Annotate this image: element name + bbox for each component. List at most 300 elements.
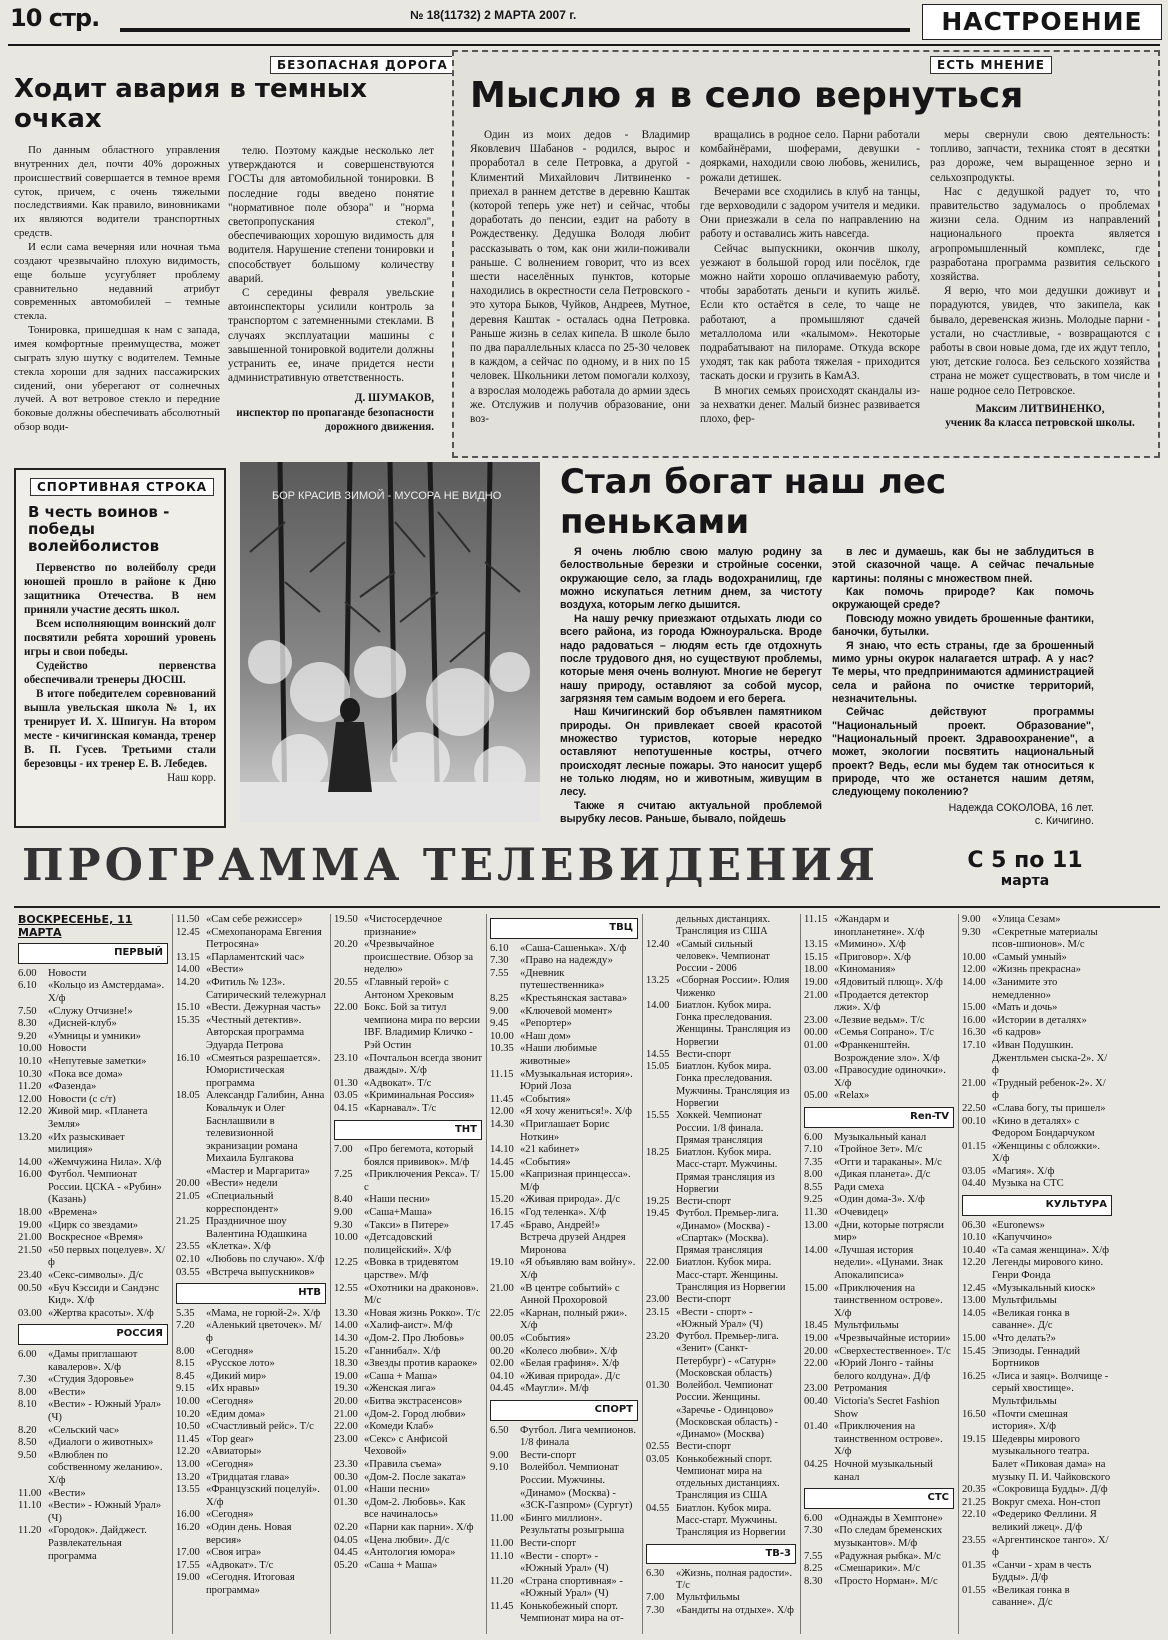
- tv-time: 01.00: [334, 1484, 358, 1496]
- tv-time: 20.00: [334, 1395, 358, 1407]
- tv-show: «Дисней-клуб»: [48, 1018, 117, 1030]
- tv-show: Новости (с с/т): [48, 1093, 116, 1105]
- tv-time: 6.00: [804, 1131, 823, 1143]
- tv-show: «Смеяться разрешается». Юмористическая программа: [206, 1052, 321, 1089]
- tv-time: 00.40: [804, 1395, 828, 1407]
- tv-time: 9.50: [18, 1449, 37, 1461]
- tv-listing: [176, 914, 326, 927]
- tv-time: 13.00: [804, 1219, 828, 1231]
- tv-listing: [962, 1409, 1112, 1434]
- tv-show: «Relax»: [834, 1090, 870, 1102]
- tv-show: «Год теленка». Х/ф: [520, 1207, 607, 1219]
- tv-show: «Приключения на таинственном острове». Х/ф: [834, 1421, 943, 1458]
- tv-show: «Парламентский час»: [206, 951, 305, 963]
- tv-time: 13.30: [334, 1307, 358, 1319]
- tv-listing: [962, 1585, 1112, 1610]
- tv-time: 11.45: [490, 1600, 514, 1612]
- article2-column-1: [470, 128, 690, 426]
- tv-listing: [334, 1320, 482, 1333]
- tv-time: 10.00: [490, 1030, 514, 1042]
- article2-paragraph: Сейчас выпускники, окончив школу, уезжают в большой город или посёлок, где можно найти хорошо оплачиваемую работу, чтобы заработать деньги и купить жильё. Если кто остаётся в селе, то чаще не работают, а промышляют сдачей металлолома или «калымом». Некоторые подрабатывают на пилораме. Откуда вскоре уходят, так как работа тяжелая - приходится таскать доски и грузить в КамАЗ.: [700, 242, 920, 383]
- tv-listing: [18, 980, 168, 1005]
- tv-time: 12.20: [962, 1257, 986, 1269]
- tv-time: 23.55: [176, 1241, 200, 1253]
- tv-time: 20.55: [334, 976, 358, 988]
- tv-listing: [804, 914, 954, 939]
- tv-time: 18.00: [804, 964, 828, 976]
- tv-listing: [962, 1346, 1112, 1371]
- tv-show: «Своя игра»: [206, 1547, 262, 1559]
- tv-show: «Пока все дома»: [48, 1068, 123, 1080]
- tv-show: «Приключения на таинственном острове». Х/ф: [834, 1282, 943, 1319]
- tv-show: «Бинго миллион». Результаты розыгрыша: [520, 1512, 625, 1537]
- tv-dates-range: С 5 по 11: [967, 848, 1083, 873]
- tv-show: Конькобежный спорт. Чемпионат мира на отдельных дистанциях. Трансляция из США: [676, 1453, 780, 1502]
- tv-show: «Битва экстрасенсов»: [364, 1395, 463, 1407]
- tv-listing: [804, 1245, 954, 1283]
- tv-time: 05.00: [804, 1090, 828, 1102]
- tv-time: 15.35: [176, 1014, 200, 1026]
- tv-listing: [18, 1043, 168, 1056]
- tv-show: «Сельский час»: [48, 1424, 120, 1436]
- tv-listing: [804, 1346, 954, 1359]
- tv-listing: [646, 1503, 796, 1540]
- tv-show: «Лучшая история недели». «Цунами. Знак Апокалипсиса»: [834, 1244, 943, 1282]
- tv-listing: [18, 1094, 168, 1107]
- tv-show: «Вовка в тридевятом царстве». М/ф: [364, 1257, 459, 1282]
- tv-listing: [646, 1196, 796, 1208]
- tv-listing: [490, 943, 638, 956]
- tv-time: 22.00: [804, 1358, 828, 1370]
- sport-box: [14, 468, 226, 828]
- tv-listing: [490, 1018, 638, 1031]
- tv-listing: [804, 1421, 954, 1459]
- tv-show: «Аленький цветочек». М/ф: [206, 1320, 322, 1344]
- tv-show: Вести-спорт: [676, 1048, 731, 1060]
- tv-time: 22.00: [334, 1421, 358, 1433]
- tv-listing: [334, 1396, 482, 1409]
- tv-time: 6.50: [490, 1424, 509, 1436]
- tv-listing: [962, 1166, 1112, 1179]
- tv-listing: [646, 914, 796, 939]
- sport-paragraph: Первенство по волейболу среди юношей прошло в районе к Дню защитника Отечества. В нем приняли участие десять школ.: [24, 562, 216, 616]
- tv-listing: [804, 1194, 954, 1207]
- sport-paragraph: Судейство первенства обеспечивали тренеры ДЮСШ.: [24, 660, 216, 686]
- tv-time: 22.50: [962, 1102, 986, 1114]
- tv-time: 06.30: [962, 1219, 986, 1231]
- tv-show: Праздничное шоу Валентина Юдашкина: [206, 1216, 307, 1240]
- tv-time: 19.00: [334, 1370, 358, 1382]
- tv-time: 04.10: [490, 1370, 514, 1382]
- tv-listing: [962, 1535, 1112, 1560]
- tv-listing: [804, 1396, 954, 1421]
- tv-time: 7.00: [646, 1592, 665, 1604]
- tv-listing: [646, 1000, 796, 1049]
- tv-listing: [490, 1043, 638, 1068]
- tv-listing: [176, 1308, 326, 1321]
- tv-show: «Звезды против караоке»: [364, 1358, 478, 1370]
- column-rule: [642, 914, 643, 1634]
- tv-listing: [18, 1374, 168, 1387]
- tv-listing: [490, 1194, 638, 1207]
- article3-paragraph: На нашу речку приезжают отдыхать люди со всего района, из города Южноуральска. Вроде надо радоваться – людям есть где отдохнуть после трудового дня, но существуют проблемы, которые меня очень волнуют. Многие не берегут нашу природу, оставляют за собой мусор, загрязняя тем самым водоем и его берега.: [560, 612, 822, 705]
- tv-show: «Улица Сезам»: [992, 914, 1061, 925]
- tv-listing: [176, 1396, 326, 1409]
- tv-listing: [646, 975, 796, 1000]
- tv-show: Воскресное «Время»: [48, 1232, 144, 1244]
- tv-listing: [962, 1232, 1112, 1245]
- article1-author: Д. ШУМАКОВ,: [354, 392, 434, 405]
- tv-show: «Жандарм и инопланетяне». Х/ф: [834, 914, 925, 938]
- tv-show: Биатлон. Кубок мира. Гонка преследования. Мужчины. Трансляция из Норвегии: [676, 1061, 790, 1109]
- tv-listing: [962, 1040, 1112, 1078]
- tv-listing: [176, 1472, 326, 1485]
- tv-listing: [18, 1106, 168, 1131]
- tv-listing: [18, 1220, 168, 1233]
- tv-time: 01.40: [804, 1421, 828, 1433]
- tv-show: «Бандиты на отдыхе». Х/ф: [676, 1604, 794, 1616]
- tv-listing: [18, 1450, 168, 1488]
- tv-time: 12.40: [646, 938, 670, 950]
- tv-listing: [176, 964, 326, 977]
- tv-time: 21.25: [962, 1496, 986, 1508]
- tv-time: 13.00: [176, 1458, 200, 1470]
- channel-tnt: ТНТ: [334, 1120, 482, 1141]
- tv-show: «Цирк со звездами»: [48, 1219, 139, 1231]
- tv-show: Вести-спорт: [676, 1294, 731, 1306]
- tv-listing: [646, 1061, 796, 1110]
- column-rule: [486, 914, 487, 1634]
- tv-time: 10.00: [334, 1232, 358, 1244]
- tv-listing: [804, 1320, 954, 1333]
- tv-listing: [18, 1069, 168, 1082]
- tv-show: Мультфильмы: [834, 1320, 899, 1332]
- tv-time: 9.00: [334, 1207, 353, 1219]
- tv-listing: [646, 1454, 796, 1503]
- tv-listing: [176, 1178, 326, 1191]
- tv-show: «События»: [520, 1093, 571, 1105]
- tv-listing: [804, 964, 954, 977]
- sport-signature: Наш корр.: [167, 772, 216, 784]
- tv-listing: [962, 1308, 1112, 1333]
- tv-column-3: [334, 914, 482, 1572]
- tv-show: «Сегодня»: [206, 1509, 254, 1521]
- tv-show: «Франкенштейн. Возрождение зло». Х/ф: [834, 1039, 940, 1064]
- tv-show: Ретромания: [834, 1383, 888, 1395]
- tv-listing: [646, 1147, 796, 1196]
- tv-time: 11.15: [804, 914, 828, 925]
- tv-show: Victoria's Secret Fashion Show: [834, 1395, 940, 1420]
- winter-forest-image: [240, 462, 540, 822]
- tv-time: 23.20: [646, 1331, 670, 1343]
- tv-time: 12.45: [962, 1282, 986, 1294]
- tv-show: «Киномания»: [834, 964, 896, 976]
- tv-time: 8.00: [176, 1345, 195, 1357]
- tv-time: 23.00: [804, 1014, 828, 1026]
- tv-show: «Что делать?»: [992, 1333, 1056, 1344]
- tv-listing: [334, 1409, 482, 1422]
- article1-column-2: [228, 144, 434, 434]
- tv-listing: [646, 1110, 796, 1147]
- tv-listing: [804, 939, 954, 952]
- tv-time: 16.00: [18, 1169, 42, 1181]
- tv-show: «Наши песни»: [364, 1194, 431, 1206]
- tv-time: 19.00: [804, 1333, 828, 1344]
- tv-show: «Федерико Феллини. Я великий лжец». Д/ф: [992, 1509, 1097, 1533]
- tv-show: «Русское лото»: [206, 1358, 275, 1370]
- tv-listing: [176, 1015, 326, 1053]
- tv-time: 9.45: [490, 1018, 509, 1030]
- tv-show: «Юрий Лонго - тайны белого колдуна». Д/ф: [834, 1358, 934, 1382]
- tv-time: 12.55: [334, 1282, 358, 1294]
- tv-show: «Сборная России». Юлия Чиженко: [676, 975, 790, 999]
- tv-show: Вокруг смеха. Нон-стоп: [992, 1496, 1101, 1508]
- tv-time: 7.55: [804, 1550, 823, 1562]
- tv-time: 14.55: [646, 1048, 670, 1060]
- tv-time: 10.00: [176, 1395, 200, 1407]
- tv-listing: [646, 1380, 796, 1441]
- tv-listing: [334, 1358, 482, 1371]
- tv-listing: [334, 1371, 482, 1384]
- tv-time: 11.00: [18, 1487, 42, 1499]
- tv-listing: [804, 990, 954, 1015]
- tv-listing: [490, 1283, 638, 1308]
- tv-listing: [334, 1194, 482, 1207]
- tv-show: «Тридцатая глава»: [206, 1471, 290, 1483]
- tv-time: 8.50: [18, 1437, 37, 1449]
- tv-show: «Ключевой момент»: [520, 1005, 613, 1017]
- tv-listing: [18, 1500, 168, 1525]
- tv-show: «Секс-символы». Д/с: [48, 1270, 144, 1282]
- tv-time: 15.20: [334, 1345, 358, 1357]
- tv-listing: [176, 1241, 326, 1254]
- tv-listing: [334, 1232, 482, 1257]
- tv-listing: [804, 1383, 954, 1396]
- tv-time: 03.00: [18, 1307, 42, 1319]
- tv-listing: [962, 1103, 1112, 1116]
- tv-time: 19.10: [490, 1257, 514, 1269]
- tv-listing: [18, 1488, 168, 1501]
- tv-time: 8.30: [18, 1018, 37, 1030]
- tv-show: «Сегодня»: [206, 1458, 254, 1470]
- tv-show: «Такси» в Питере»: [364, 1219, 450, 1231]
- tv-listing: [334, 1472, 482, 1485]
- tv-time: 19.45: [646, 1208, 670, 1220]
- tv-time: 8.20: [18, 1424, 37, 1436]
- tv-time: 15.55: [646, 1110, 670, 1122]
- tv-listing: [962, 927, 1112, 952]
- tv-listing: [334, 1002, 482, 1052]
- tv-time: 8.30: [804, 1575, 823, 1587]
- tv-listing: [334, 1560, 482, 1573]
- tv-time: 7.55: [490, 967, 509, 979]
- tv-listing: [334, 1346, 482, 1359]
- tv-time: 02.55: [646, 1441, 670, 1453]
- tv-listing: [962, 964, 1112, 977]
- tv-listing: [490, 1069, 638, 1094]
- tv-show: «Огги и тараканы». М/с: [834, 1156, 942, 1168]
- article3-title: Стал богат наш лес пеньками: [560, 462, 947, 542]
- tv-program-title: ПРОГРАММА ТЕЛЕВИДЕНИЯ: [22, 840, 879, 891]
- tv-show: «Саша+Маша»: [364, 1207, 433, 1219]
- article1-author-role: инспектор по пропаганде безопасности дорожного движения.: [236, 406, 434, 433]
- article1-paragraph: С середины февраля увельские автоинспекторы усилили контроль за транспортом с затемненными стеклами. В случаях эксплуатации машины с завышенной тонировкой водители должны устранить ее, иначе придется нести административную ответственность.: [228, 287, 434, 385]
- tv-show: «Наш дом»: [520, 1030, 571, 1042]
- tv-show: «Саша-Сашенька». Х/ф: [520, 942, 627, 954]
- tv-listing: [962, 1283, 1112, 1296]
- tv-time: 19.30: [334, 1383, 358, 1395]
- tv-listing: [490, 1157, 638, 1170]
- tv-time: 14.45: [490, 1156, 514, 1168]
- tv-show: «Чрезвычайные истории»: [834, 1333, 951, 1344]
- tv-show: Вести-спорт: [676, 1196, 731, 1208]
- tv-time: 10.10: [962, 1232, 986, 1244]
- tv-show: Живой мир. «Планета Земля»: [48, 1106, 148, 1130]
- article3-paragraph: Как помочь природе? Как помочь окружающей среде?: [832, 586, 1094, 612]
- tv-show: «Вести. Дежурная часть»: [206, 1002, 321, 1014]
- tv-time: 16.50: [962, 1408, 986, 1420]
- tv-time: 11.00: [490, 1537, 514, 1549]
- tv-listing: [804, 1040, 954, 1065]
- tv-listing: [646, 1307, 796, 1332]
- sport-paragraph: Всем исполняющим воинский долг посвятили ребята хороший уровень игры и свои победы.: [24, 618, 216, 658]
- tv-time: 16.30: [962, 1027, 986, 1039]
- tv-time: 14.00: [804, 1244, 828, 1256]
- tv-time: 9.10: [490, 1462, 509, 1474]
- tv-time: 01.30: [646, 1380, 670, 1392]
- tv-time: 13.15: [804, 939, 828, 951]
- tv-show: «Детсадовский полицейский». Х/ф: [364, 1232, 452, 1256]
- tv-show: «Французский поцелуй». Х/ф: [206, 1484, 320, 1508]
- tv-time: 16.00: [962, 1014, 986, 1026]
- tv-show: «Та самая женщина». Х/ф: [992, 1244, 1110, 1256]
- tv-time: 23.40: [18, 1270, 42, 1282]
- tv-listing: [490, 1450, 638, 1463]
- tv-time: 21.25: [176, 1216, 200, 1228]
- tv-show: «Я объявляю вам войну». Х/ф: [520, 1257, 636, 1282]
- tv-show: «Репортер»: [520, 1018, 572, 1030]
- tv-listing: [804, 1015, 954, 1028]
- tv-listing: [804, 1182, 954, 1195]
- tv-show: «Живая природа». Д/с: [520, 1194, 621, 1206]
- tv-time: 22.00: [334, 1002, 358, 1014]
- tv-show: Футбол. Лига чемпионов. 1/8 финала: [520, 1424, 636, 1449]
- tv-time: 11.50: [176, 914, 200, 925]
- tv-show: «Сегодня»: [206, 1395, 254, 1407]
- tv-show: «Умницы и умники»: [48, 1030, 141, 1042]
- tv-time: 18.05: [176, 1090, 200, 1102]
- tv-show: «Чистосердечное признание»: [364, 914, 443, 938]
- tv-listing: [804, 952, 954, 965]
- tv-time: 13.25: [646, 975, 670, 987]
- tv-listing: [490, 1371, 638, 1384]
- tv-show: Биатлон. Кубок мира. Масс-старт. Мужчины. Трансляция из Норвегии: [676, 1502, 786, 1539]
- tv-time: 10.50: [176, 1421, 200, 1433]
- tv-time: 05.20: [334, 1559, 358, 1571]
- tv-show: «Про бегемота, который боялся прививок». М/ф: [364, 1144, 474, 1168]
- tv-listing: [962, 1333, 1112, 1346]
- tv-listing: [490, 1333, 638, 1346]
- tv-show: «Музыкальный киоск»: [992, 1282, 1096, 1294]
- tv-show: «Музыкальная история». Юрий Лоза: [520, 1068, 633, 1093]
- tv-time: 21.00: [490, 1282, 514, 1294]
- tv-time: 12.20: [176, 1446, 200, 1458]
- tv-show: «Тройное Зет». М/с: [834, 1144, 923, 1156]
- tv-show: «Магия». Х/ф: [992, 1165, 1055, 1177]
- header-divider: [8, 44, 1160, 46]
- article1-paragraph: телю. Поэтому каждые несколько лет утверждаются и совершенствуются ГОСТы для автомобильной тонировки. В последние годы введено понятие "нормативное поле обзора" и "норма светопропускания стекол", обеспечивающих хорошую видимость для водителя. Нарушение степени тонировки и способствует большому количеству аварий.: [228, 145, 434, 285]
- tv-listing: [176, 1484, 326, 1509]
- tv-time: 6.10: [490, 942, 509, 954]
- tv-column-4: [490, 914, 638, 1626]
- tv-show: «Правосудие одиночки». Х/ф: [834, 1065, 946, 1089]
- tv-show: «Студия Здоровье»: [48, 1374, 135, 1386]
- tv-show: «Дневник путешественника»: [520, 967, 605, 992]
- tv-show: «Великая гонка в саванне». Д/с: [992, 1307, 1070, 1332]
- article3-paragraph: Повсюду можно увидеть брошенные фантики, баночки, бутылки.: [832, 612, 1094, 639]
- tv-show: «По следам бременских музыкантов». М/ф: [834, 1525, 943, 1549]
- tv-show: «Наши песни»: [364, 1484, 431, 1496]
- sport-kicker: СПОРТИВНАЯ СТРОКА: [30, 478, 214, 496]
- tv-show: «Дикий мир»: [206, 1370, 267, 1382]
- tv-listing: [176, 1090, 326, 1178]
- sport-title: В честь воинов - победы волейболистов: [28, 503, 170, 555]
- tv-time: 04.05: [334, 1534, 358, 1546]
- tv-listing: [490, 1425, 638, 1450]
- tv-listing: [804, 1525, 954, 1550]
- tv-listing: [334, 1308, 482, 1321]
- tv-show: «Антология юмора»: [364, 1547, 456, 1559]
- tv-time: 01.30: [334, 1496, 358, 1508]
- tv-show: «Женщины с обложки». Х/ф: [992, 1140, 1101, 1165]
- tv-show: «Колесо любви». Х/ф: [520, 1345, 618, 1357]
- tv-listing: [176, 1267, 326, 1280]
- tv-show: «События»: [520, 1156, 571, 1168]
- tv-show: «Иван Подушкин. Джентльмен сыска-2». Х/ф: [992, 1039, 1108, 1077]
- tv-column-6: [804, 914, 954, 1588]
- tv-show: «Цена любви». Д/с: [364, 1534, 450, 1546]
- tv-time: 03.05: [646, 1453, 670, 1465]
- tv-listing: [18, 1232, 168, 1245]
- tv-show: Музыка на СТС: [992, 1178, 1064, 1190]
- tv-listing: [490, 1308, 638, 1333]
- tv-time: 13.55: [176, 1484, 200, 1496]
- tv-time: 11.20: [18, 1081, 42, 1093]
- tv-time: 12.45: [176, 926, 200, 938]
- tv-time: 16.20: [176, 1521, 200, 1533]
- tv-listing: [334, 1103, 482, 1116]
- forest-photo: [240, 462, 540, 822]
- tv-time: 8.10: [18, 1399, 37, 1411]
- tv-show: Эпизоды. Геннадий Бортников: [992, 1345, 1081, 1370]
- tv-listing: [490, 968, 638, 993]
- tv-show: «Мать и дочь»: [992, 1002, 1058, 1014]
- tv-show: «Мимино». Х/ф: [834, 939, 906, 951]
- tv-listing: [490, 1576, 638, 1601]
- tv-listing: [176, 1522, 326, 1547]
- tv-time: 14.30: [334, 1333, 358, 1344]
- tv-show: «Женская лига»: [364, 1383, 436, 1395]
- tv-time: 00.50: [18, 1282, 42, 1294]
- tv-listing: [490, 1006, 638, 1019]
- tv-show: «Капризная принцесса». М/ф: [520, 1169, 631, 1193]
- tv-show: «Кольцо из Амстердама». Х/ф: [48, 980, 165, 1004]
- tv-time: 12.25: [334, 1257, 358, 1269]
- tv-listing: [334, 1053, 482, 1078]
- tv-listing: [334, 1078, 482, 1091]
- tv-listing: [804, 977, 954, 990]
- tv-time: 23.00: [334, 1433, 358, 1445]
